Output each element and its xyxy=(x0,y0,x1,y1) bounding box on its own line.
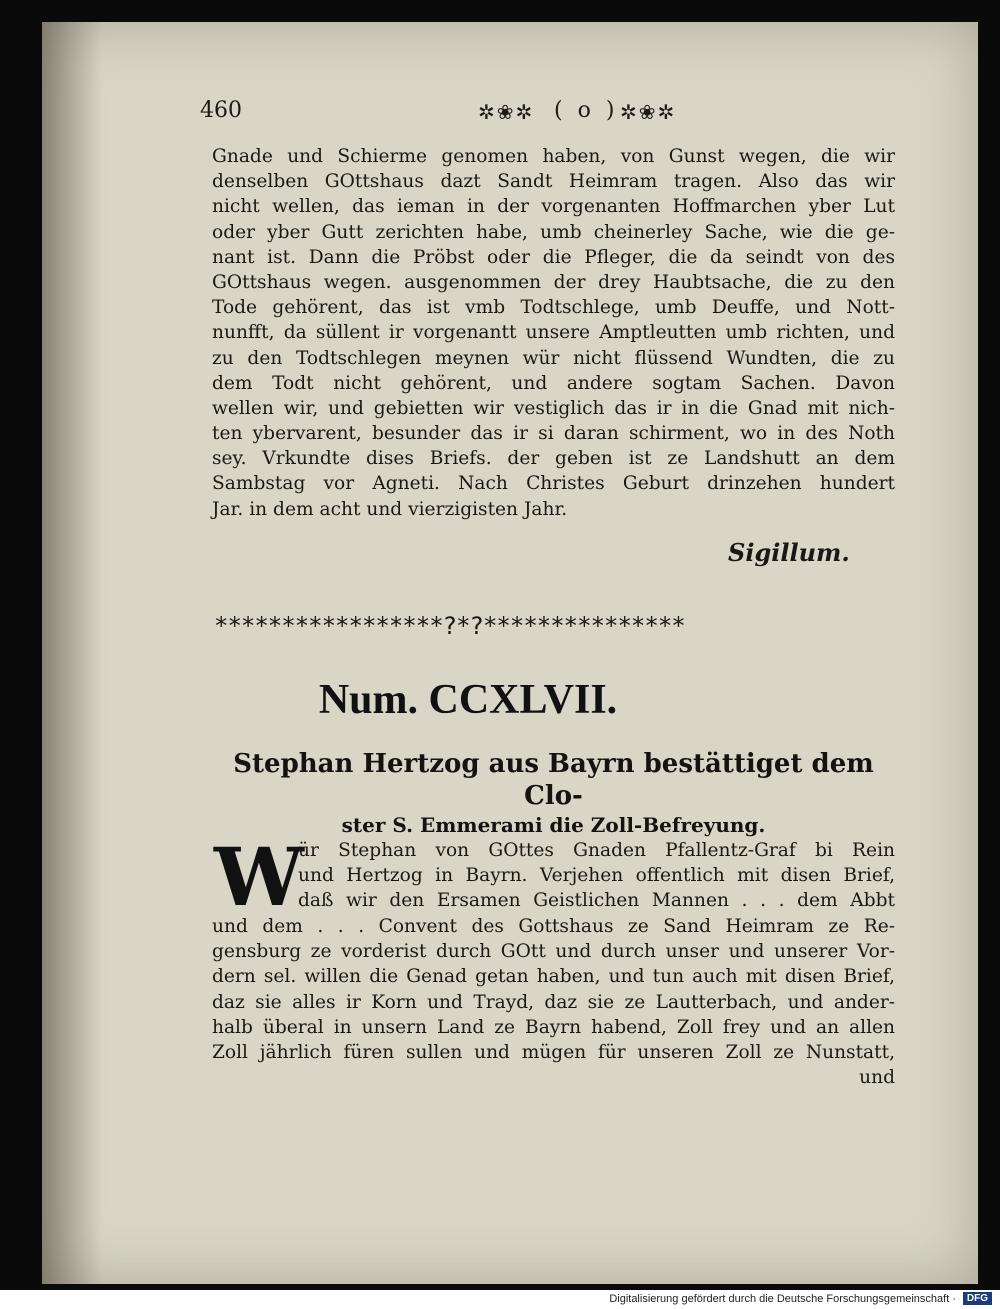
text-line: und Hertzog in Bayrn. Verjehen offentlich mit disen Brief, xyxy=(298,865,895,887)
text-line: und dem . . . Convent des Gottshaus ze Sand Heimram ze Re- xyxy=(212,916,895,937)
text-line: gensburg ze vorderist durch GOtt und durch unser und unserer Vor- xyxy=(212,941,895,963)
paragraph-charter xyxy=(212,914,895,1090)
page-number: 460 xyxy=(200,98,242,123)
asterisk-divider: *****************?*?*************** xyxy=(214,612,685,640)
text-line: Jar. in dem acht und vierzigisten Jahr. xyxy=(212,498,568,520)
ornament-right: ✲❀✲ xyxy=(620,100,677,124)
text-line: nant ist. Dann die Pröbst oder die Pfleger, die da seindt von des xyxy=(212,246,895,268)
footer-credit-bar xyxy=(0,1290,1000,1309)
dfg-logo: DFG xyxy=(963,1292,992,1305)
text-line: denselben GOttshaus dazt Sandt Heimram tragen. Also das wir xyxy=(212,171,895,193)
text-line: sey. Vrkundte dises Briefs. der geben ist ze Landshutt an dem xyxy=(212,448,895,470)
document-number-heading: Num. CCXLVII. xyxy=(318,677,618,723)
digitization-credit: Digitalisierung gefördert durch die Deutsche Forschungsgemeinschaft · xyxy=(609,1293,956,1305)
text-line: dem Todt nicht gehörent, und andere sogtam Sachen. Davon xyxy=(212,372,895,394)
sigillum-label: Sigillum. xyxy=(728,538,850,567)
text-line: daz sie alles ir Korn und Trayd, daz sie ze Lautterbach, und ander- xyxy=(212,991,895,1013)
paragraph-continued xyxy=(212,144,895,522)
ornament-left: ✲❀✲ xyxy=(478,100,535,124)
text-line: daß wir den Ersamen Geistlichen Mannen . . . dem Abbt xyxy=(298,890,895,912)
paragraph-charter-opening xyxy=(298,838,895,914)
text-line: oder yber Gutt zerichten habe, umb cheinerley Sache, wie die ge- xyxy=(212,221,895,243)
text-line: wellen wir, und gebietten wir vestiglich das ir in die Gnad mit nich- xyxy=(212,397,895,419)
text-line: zu den Todtschlegen meynen wür nicht flüssend Wundten, die zu xyxy=(212,347,895,369)
text-line: nunfft, da süllent ir vorgenantt unsere Amptleutten umb richten, und xyxy=(212,322,895,344)
catchword: und xyxy=(859,1067,895,1089)
text-line: Tode gehörent, das ist vmb Todtschlege, umb Deuffe, und Nott- xyxy=(212,297,895,319)
text-line: ür Stephan von GOttes Gnaden Pfallentz-Graf bi Rein xyxy=(298,840,895,861)
text-line: nicht wellen, das ieman in der vorgenanten Hoffmarchen yber Lut xyxy=(212,196,895,218)
text-line: Zoll jährlich füren sullen und mügen für unseren Zoll ze Nunstatt, xyxy=(212,1041,895,1063)
text-line: Gnade und Schierme genomen haben, von Gunst wegen, die wir xyxy=(212,146,895,167)
header-center-mark: ( o ) xyxy=(554,98,619,123)
page-shadow xyxy=(42,22,102,1284)
page-header xyxy=(200,98,680,126)
text-line: dern sel. willen die Genad getan haben, und tun auch mit disen Brief, xyxy=(212,966,895,988)
decorated-initial: W xyxy=(214,830,304,924)
document-title xyxy=(212,748,895,838)
title-line-1: Stephan Hertzog aus Bayrn bestättiget dem Clo- xyxy=(233,749,874,811)
text-line: ten ybervarent, besunder das ir si daran schirment, wo in des Noth xyxy=(212,423,895,445)
text-line: GOttshaus wegen. ausgenommen der drey Haubtsache, die zu den xyxy=(212,271,895,293)
text-line: halb überal in unsern Land ze Bayrn habend, Zoll frey und an allen xyxy=(212,1016,895,1038)
title-line-2: ster S. Emmerami die Zoll-Befreyung. xyxy=(341,813,766,837)
text-line: Sambstag vor Agneti. Nach Christes Geburt drinzehen hundert xyxy=(212,473,895,495)
